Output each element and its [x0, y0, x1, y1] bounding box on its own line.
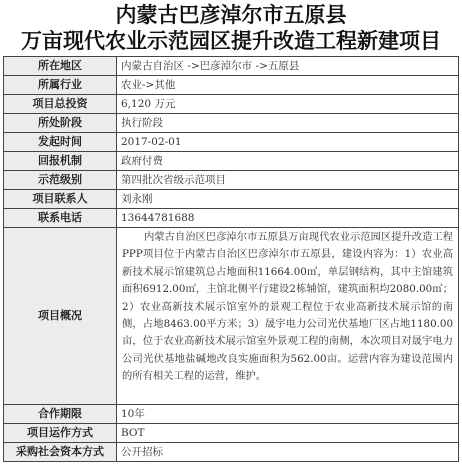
table-row: [4, 405, 459, 424]
row-label-demo-level: 示范级别: [4, 171, 117, 190]
row-value-contact-person: 刘永刚: [117, 190, 459, 209]
table-row: [4, 152, 459, 171]
row-value-phone: 13644781688: [117, 209, 459, 228]
row-value-return-mechanism: 政府付费: [117, 152, 459, 171]
row-value-term: 10年: [117, 405, 459, 424]
row-value-investment: 6,120 万元: [117, 95, 459, 114]
row-label-region: 所在地区: [4, 57, 117, 76]
row-value-start-date: 2017-02-01: [117, 133, 459, 152]
table-row: [4, 190, 459, 209]
table-row: [4, 114, 459, 133]
row-label-stage: 所处阶段: [4, 114, 117, 133]
row-label-procurement: 采购社会资本方式: [4, 443, 117, 462]
row-label-investment: 项目总投资: [4, 95, 117, 114]
row-value-demo-level: 第四批次省级示范项目: [117, 171, 459, 190]
table-row: [4, 133, 459, 152]
project-info-table: [3, 56, 459, 462]
row-value-procurement: 公开招标: [117, 443, 459, 462]
table-row: [4, 424, 459, 443]
title-line-2: 万亩现代农业示范园区提升改造工程新建项目: [21, 29, 441, 53]
row-label-industry: 所属行业: [4, 76, 117, 95]
row-label-operation-mode: 项目运作方式: [4, 424, 117, 443]
table-row: [4, 95, 459, 114]
row-label-contact-person: 项目联系人: [4, 190, 117, 209]
table-row: [4, 57, 459, 76]
row-value-operation-mode: BOT: [117, 424, 459, 443]
table-row-overview: [4, 228, 459, 405]
row-label-term: 合作期限: [4, 405, 117, 424]
page-title: [0, 0, 462, 54]
row-label-return-mechanism: 回报机制: [4, 152, 117, 171]
overview-paragraph: 内蒙古自治区巴彦淖尔市五原县万亩现代农业示范园区提升改造工程PPP项目位于内蒙古自治区巴彦淖尔市五原县，建设内容为：1）农业高新技术展示馆建筑总占地面积11664.00㎡，单层钢结构，其中主馆建筑面积6912.00㎡，主馆北侧平行建设2栋辅馆，建筑面积均2080.00㎡；2）农业高新技术展示馆室外的景观工程位于农业高新技术展示馆的南侧，占地8463.00平方米；3）晟宇电力公司光伏基地厂区占地1180.00亩，位于农业高新技术展示馆室外景观工程的南侧，本次项目对晟宇电力公司光伏基地盐碱地改良实施面积为562.00亩。运营内容为建设范围内的所有相关工程的运营，维护。: [122, 231, 453, 383]
table-row: [4, 209, 459, 228]
row-label-overview: 项目概况: [4, 228, 117, 405]
title-line-1: 内蒙古巴彦淖尔市五原县: [115, 3, 347, 27]
overview-text: [117, 228, 459, 405]
table-row: [4, 171, 459, 190]
row-label-phone: 联系电话: [4, 209, 117, 228]
row-label-start-date: 发起时间: [4, 133, 117, 152]
table-row: [4, 443, 459, 462]
table-row: [4, 76, 459, 95]
row-value-region: 内蒙古自治区 ->巴彦淖尔市 ->五原县: [117, 57, 459, 76]
row-value-industry: 农业->其他: [117, 76, 459, 95]
row-value-stage: 执行阶段: [117, 114, 459, 133]
